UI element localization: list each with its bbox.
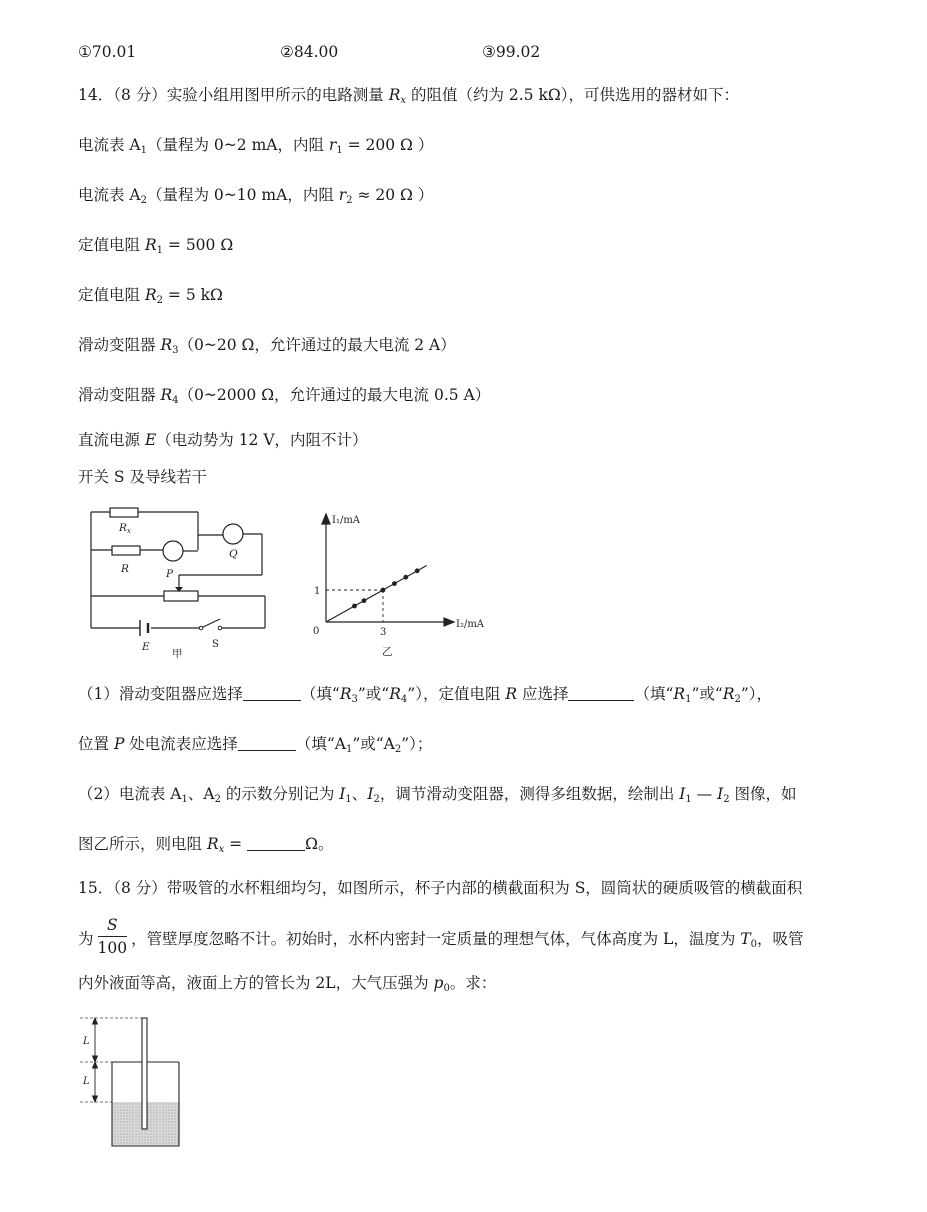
cup-diagram bbox=[78, 1010, 188, 1155]
caption-jia: 甲 bbox=[172, 648, 183, 660]
switch-and-wires: 开关 S 及导线若干 bbox=[78, 468, 207, 486]
option-3: ③99.02 bbox=[482, 43, 541, 61]
data-point bbox=[392, 581, 397, 586]
resistor-r2: 定值电阻 $R_2 = 5$ kΩ bbox=[78, 286, 223, 306]
label-s: S bbox=[212, 639, 219, 650]
q14-part1: （1）滑动变阻器应选择 （填“$R_3$”或“$R_4$”），定值电阻 R 应选择 （填“$R_1$”或“$R_2$”）， bbox=[78, 685, 773, 705]
option-2: ②84.00 bbox=[280, 43, 339, 61]
rheostat-symbol bbox=[164, 591, 198, 601]
label-l-bottom: L bbox=[83, 1076, 90, 1087]
label-p: P bbox=[166, 568, 174, 580]
data-point bbox=[381, 588, 386, 593]
switch-symbol bbox=[201, 619, 220, 628]
x-axis-label: I₂/mA bbox=[456, 619, 485, 630]
graph-i1-i2 bbox=[310, 510, 495, 660]
resistor-rx-symbol bbox=[110, 508, 138, 517]
q15-line3: 内外液面等高，液面上方的管长为 2L，大气压强为 $p_0$。求： bbox=[78, 974, 497, 994]
answer-blank-rx[interactable] bbox=[247, 836, 305, 851]
q14-intro: 14．（8 分）实验小组用图甲所示的电路测量 $R_x$ 的阻值（约为 2.5 kΩ），可供选用的器材如下： bbox=[78, 86, 739, 106]
answer-options bbox=[78, 41, 540, 63]
x-tick-label: 3 bbox=[380, 627, 387, 638]
ammeter-a2: 电流表 $A_2$（量程为 0~10 mA，内阻 $r_2 \approx 20$ Ω ） bbox=[78, 186, 434, 206]
data-point bbox=[415, 568, 420, 573]
data-point bbox=[352, 604, 357, 609]
caption-yi: 乙 bbox=[382, 646, 393, 658]
q14-part2-cont: 图乙所示，则电阻 $R_x = \Omega$。 bbox=[78, 835, 334, 855]
option-1: ①70.01 bbox=[78, 43, 137, 61]
label-rx: Rx bbox=[119, 522, 131, 535]
power-source: 直流电源 E（电动势为 12 V，内阻不计） bbox=[78, 431, 368, 449]
label-q: Q bbox=[229, 548, 238, 560]
straw bbox=[142, 1018, 147, 1129]
fraction-s-over-100: $\frac{S}{100}$ bbox=[97, 915, 128, 957]
label-e: E bbox=[142, 641, 150, 653]
q15-line2: 为 $\frac{S}{100}$ ，管壁厚度忽略不计。初始时，水杯内密封一定质量的理想气体，气体高度为 L，温度为 $T_0$，吸管 bbox=[78, 915, 804, 957]
resistor-r-symbol bbox=[112, 546, 140, 555]
fit-line bbox=[326, 565, 427, 622]
answer-blank-rheostat[interactable] bbox=[243, 686, 301, 701]
data-point bbox=[403, 575, 408, 580]
origin-label: 0 bbox=[313, 626, 320, 637]
rheostat-r4: 滑动变阻器 $R_4(0\sim 2000$ Ω，允许通过的最大电流 0.5 A） bbox=[78, 386, 491, 406]
ammeter-p-symbol bbox=[163, 541, 183, 561]
resistor-r1: 定值电阻 $R_1 = 500$ Ω bbox=[78, 236, 234, 256]
ammeter-a1: 电流表 $A_1$（量程为 0~2 mA，内阻 $r_1 = 200$ Ω ） bbox=[78, 136, 434, 156]
rheostat-r3: 滑动变阻器 $R_3(0\sim 20$ Ω，允许通过的最大电流 2 A） bbox=[78, 336, 456, 356]
q14-part1-cont: 位置 P 处电流表应选择 （填“$A_1$”或“$A_2$”）； bbox=[78, 735, 433, 755]
y-axis-label: I₁/mA bbox=[332, 515, 361, 526]
battery-symbol bbox=[140, 620, 148, 636]
q14-part2: （2）电流表 $A_1$、$A_2$ 的示数分别记为 $I_1$、$I_2$，调节滑动变阻器，测得多组数据，绘制出 $I_1$ — $I_2$ 图像，如 bbox=[78, 785, 797, 805]
y-tick-label: 1 bbox=[314, 586, 321, 597]
answer-blank-resistor[interactable] bbox=[568, 686, 634, 701]
ammeter-q-symbol bbox=[223, 524, 243, 544]
data-point bbox=[362, 598, 367, 603]
label-l-top: L bbox=[83, 1036, 90, 1047]
q15-line1: 15．（8 分）带吸管的水杯粗细均匀，如图所示，杯子内部的横截面积为 S，圆筒状的硬质吸管的横截面积 bbox=[78, 879, 803, 897]
circuit-diagram bbox=[84, 500, 274, 660]
answer-blank-ammeter[interactable] bbox=[238, 736, 296, 751]
label-r: R bbox=[121, 563, 129, 575]
